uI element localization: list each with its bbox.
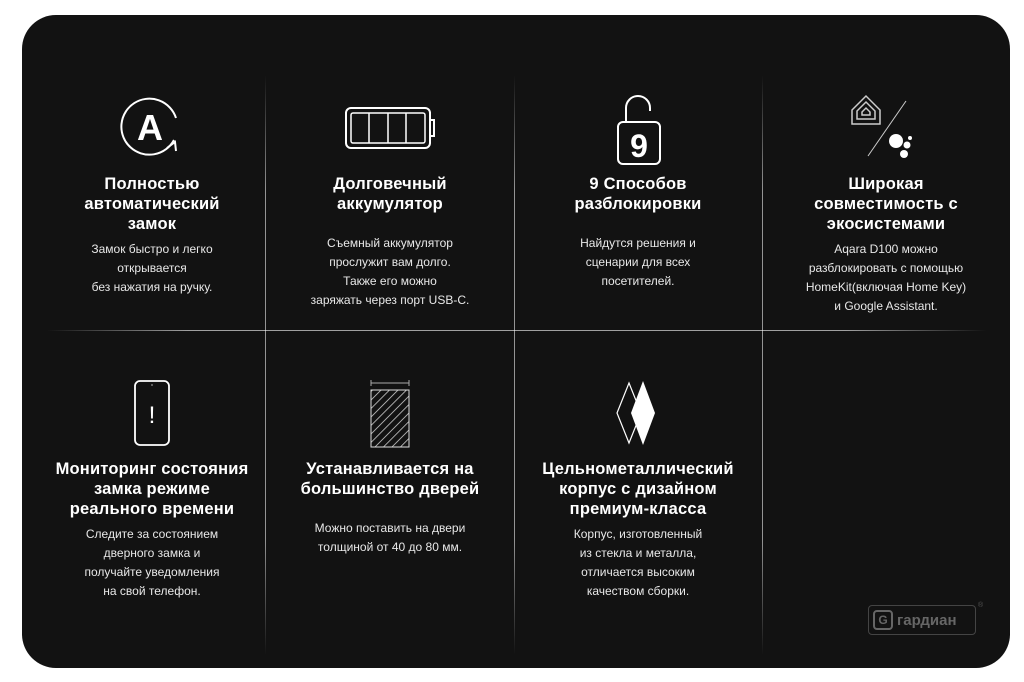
brand-mark: G <box>873 610 893 630</box>
brand-logo <box>868 605 976 635</box>
battery-icon <box>270 88 510 168</box>
brand-name: гардиан <box>897 611 957 629</box>
homekit-google-icon <box>766 88 1006 168</box>
column-divider <box>514 75 515 655</box>
door-thickness-icon <box>270 373 510 453</box>
feature-auto-lock <box>32 88 272 297</box>
feature-battery <box>270 88 510 310</box>
features-card <box>22 15 1010 668</box>
feature-title: Долговечный аккумулятор <box>333 175 447 213</box>
feature-title: Широкая совместимость с экосистемами <box>814 175 958 233</box>
row-divider <box>47 330 987 331</box>
auto-lock-icon <box>32 88 272 168</box>
feature-unlock-methods <box>518 88 758 291</box>
feature-title: Устанавливается на большинство дверей <box>300 460 480 498</box>
diamond-icon <box>518 373 758 453</box>
registered-mark: ® <box>978 602 984 609</box>
feature-title: Полностью автоматический замок <box>84 175 220 233</box>
alert-mark: ! <box>148 402 156 429</box>
feature-description: Найдутся решения и сценарии для всех посетителей. <box>580 236 696 288</box>
column-divider <box>762 75 763 655</box>
feature-description: Можно поставить на двери толщиной от 40 до 80 мм. <box>314 521 466 554</box>
feature-title: Цельнометаллический корпус с дизайном премиум-класса <box>542 460 734 518</box>
feature-description: Съемный аккумулятор прослужит вам долго. Также его можно заряжать через порт USB-C. <box>310 236 470 307</box>
feature-description: Следите за состоянием дверного замка и получайте уведомления на свой телефон. <box>84 527 220 598</box>
feature-monitoring <box>32 373 272 601</box>
feature-title: 9 Способов разблокировки <box>574 175 702 213</box>
feature-description: Aqara D100 можно разблокировать с помощью HomeKit(включая Home Key) и Google Assistant. <box>805 242 967 313</box>
feature-title: Мониторинг состояния замка режиме реального времени <box>55 460 249 518</box>
feature-ecosystems <box>766 88 1006 316</box>
feature-metal-body <box>518 373 758 601</box>
phone-alert-icon <box>32 373 272 453</box>
feature-doors <box>270 373 510 557</box>
feature-description: Корпус, изготовленный из стекла и металла, отличается высоким качеством сборки. <box>573 527 703 598</box>
auto-letter: A <box>137 107 163 148</box>
feature-description: Замок быстро и легко открывается без нажатия на ручку. <box>91 242 213 294</box>
padlock-icon <box>518 88 758 168</box>
number-nine: 9 <box>630 128 648 164</box>
